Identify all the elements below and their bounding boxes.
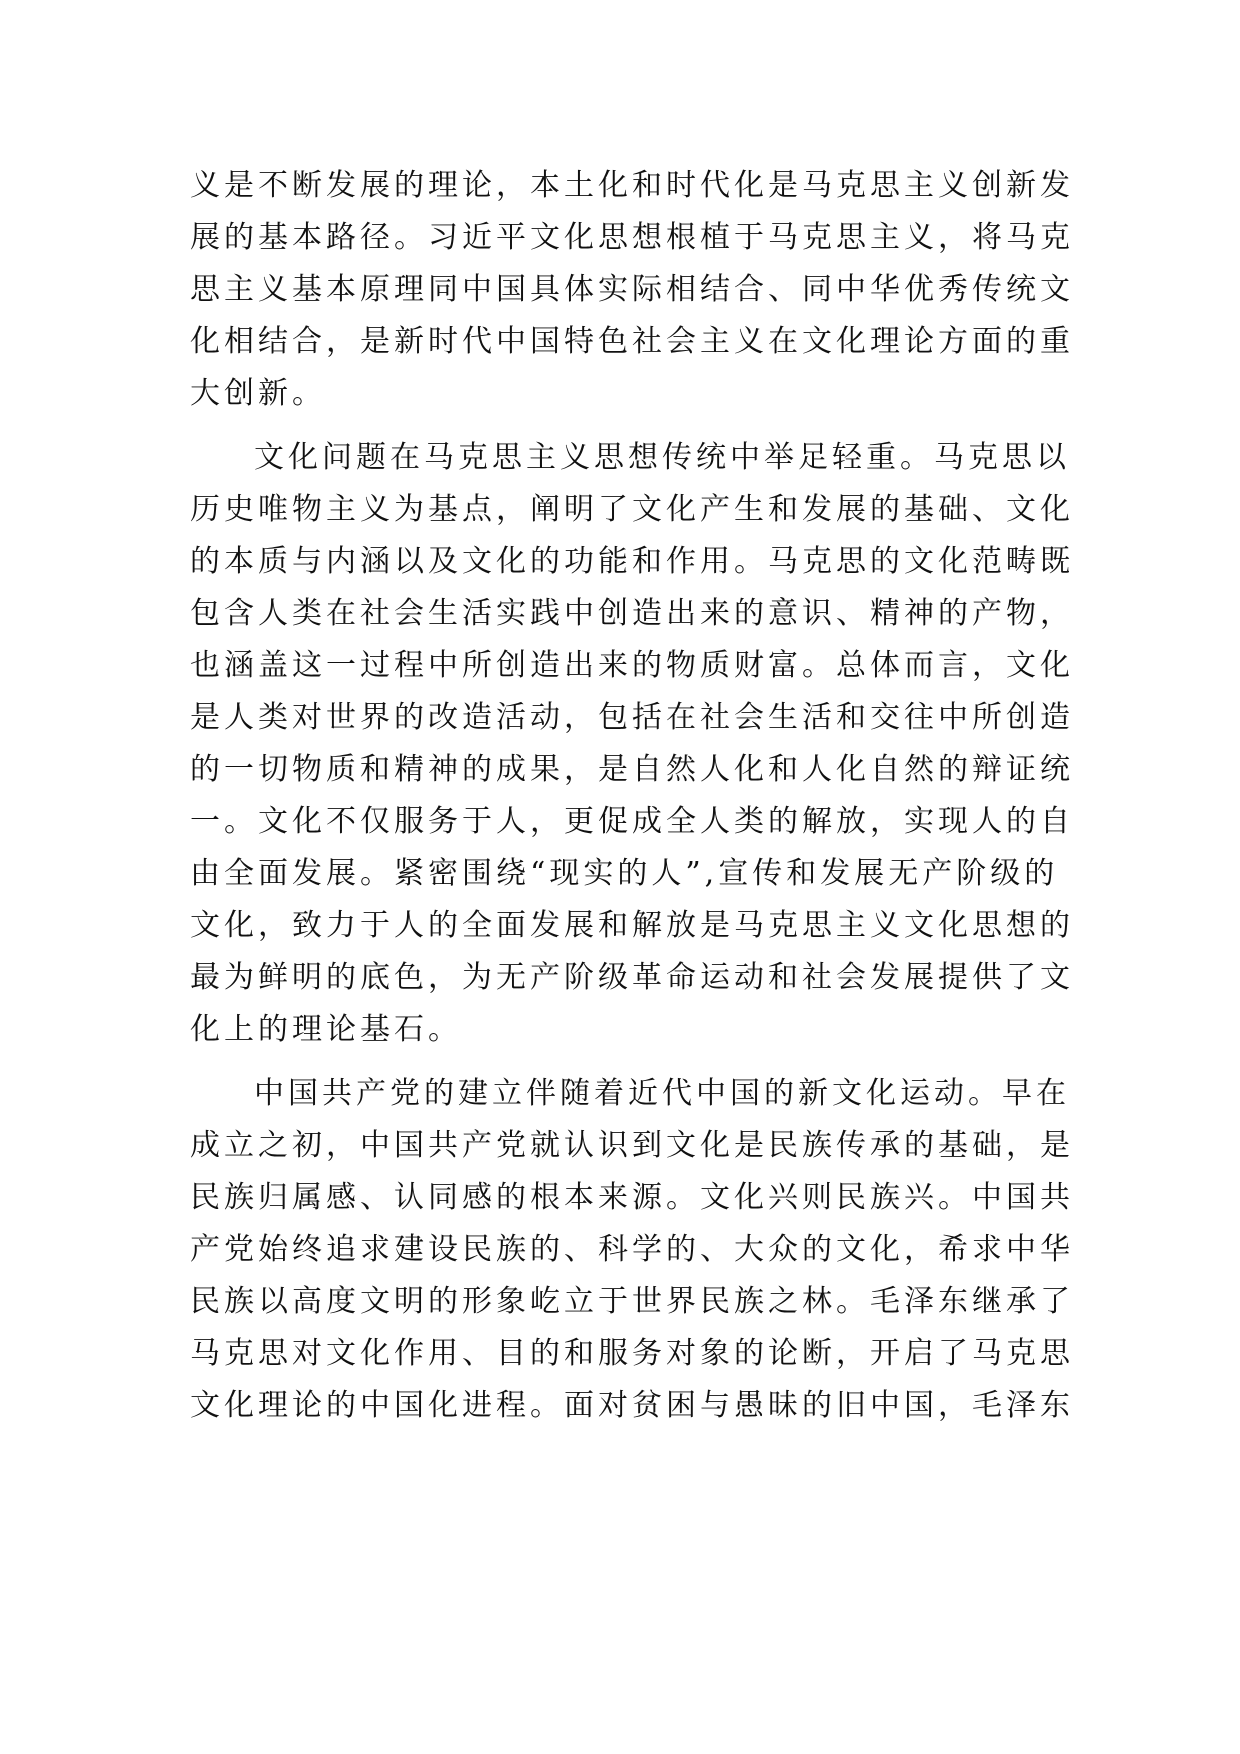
- text-line: 最为鲜明的底色，为无产阶级革命运动和社会发展提供了文: [190, 960, 1074, 995]
- text-line: 成立之初，中国共产党就认识到文化是民族传承的基础，是: [190, 1128, 1074, 1163]
- paragraph-gap: [190, 1056, 1070, 1068]
- text-line: 马克思对文化作用、目的和服务对象的论断，开启了马克思: [190, 1336, 1074, 1371]
- body-text: [190, 160, 1074, 1432]
- text-line: 思主义基本原理同中国具体实际相结合、同中华优秀传统文: [190, 272, 1074, 307]
- text-line: 展的基本路径。习近平文化思想根植于马克思主义，将马克: [190, 220, 1074, 255]
- text-line: 是人类对世界的改造活动，包括在社会生活和交往中所创造: [190, 700, 1074, 735]
- text-line: 文化理论的中国化进程。面对贫困与愚昧的旧中国，毛泽东: [190, 1388, 1074, 1423]
- text-line: 一。文化不仅服务于人，更促成全人类的解放，实现人的自: [190, 804, 1074, 839]
- text-line: 的本质与内涵以及文化的功能和作用。马克思的文化范畴既: [190, 544, 1074, 579]
- text-line: 历史唯物主义为基点，阐明了文化产生和发展的基础、文化: [190, 492, 1074, 527]
- text-line: 中国共产党的建立伴随着近代中国的新文化运动。早在: [254, 1076, 1070, 1111]
- text-line: 化相结合，是新时代中国特色社会主义在文化理论方面的重: [190, 324, 1074, 359]
- text-line: 也涵盖这一过程中所创造出来的物质财富。总体而言，文化: [190, 648, 1074, 683]
- paragraph-gap: [190, 420, 1070, 432]
- text-line: 大创新。: [190, 376, 326, 411]
- text-line: 文化问题在马克思主义思想传统中举足轻重。马克思以: [254, 440, 1070, 475]
- text-line: 民族以高度文明的形象屹立于世界民族之林。毛泽东继承了: [190, 1284, 1074, 1319]
- text-line: 文化，致力于人的全面发展和解放是马克思主义文化思想的: [190, 908, 1074, 943]
- paragraph-3: [190, 1068, 1074, 1432]
- text-line: 产党始终追求建设民族的、科学的、大众的文化，希求中华: [190, 1232, 1074, 1267]
- paragraph-1: [190, 160, 1074, 420]
- text-line: 化上的理论基石。: [190, 1012, 462, 1047]
- paragraph-2: [190, 432, 1074, 1056]
- text-line: 由全面发展。紧密围绕“现实的人”,宣传和发展无产阶级的: [190, 856, 1059, 891]
- text-line: 包含人类在社会生活实践中创造出来的意识、精神的产物，: [190, 596, 1074, 631]
- text-line: 的一切物质和精神的成果，是自然人化和人化自然的辩证统: [190, 752, 1074, 787]
- text-line: 义是不断发展的理论，本土化和时代化是马克思主义创新发: [190, 168, 1074, 203]
- text-line: 民族归属感、认同感的根本来源。文化兴则民族兴。中国共: [190, 1180, 1074, 1215]
